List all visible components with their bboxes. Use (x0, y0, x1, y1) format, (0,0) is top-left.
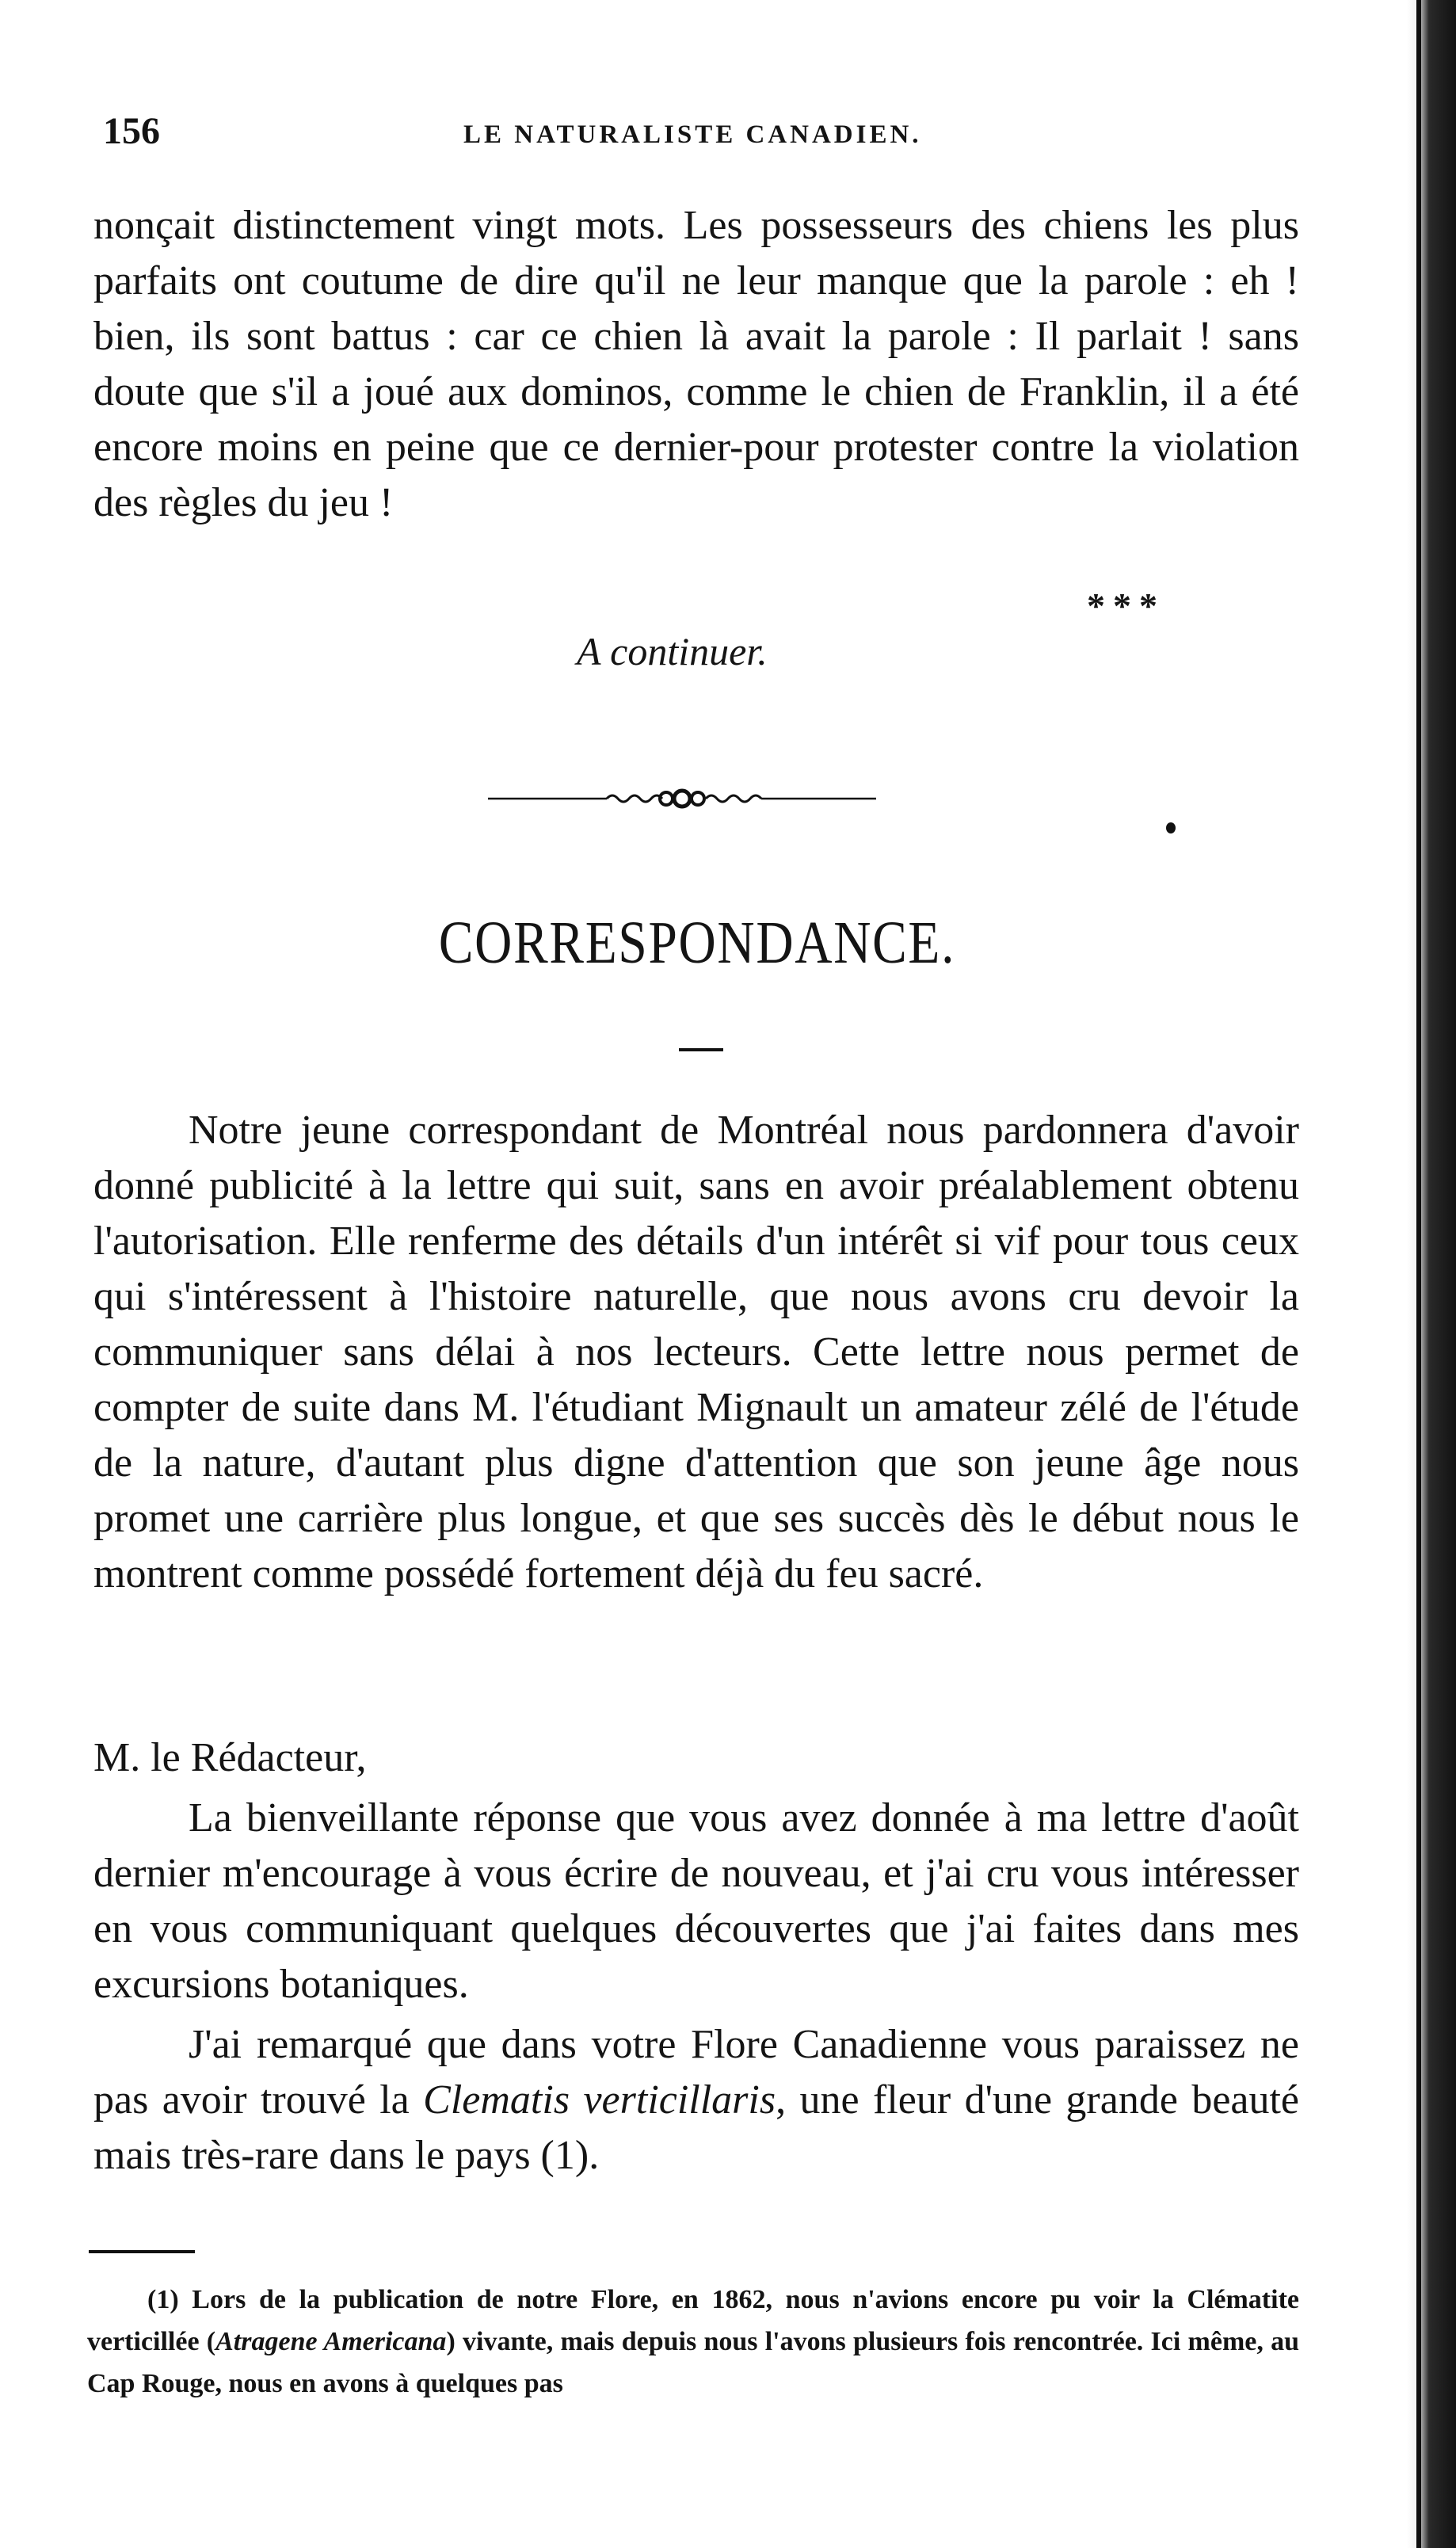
footnote-paragraph (87, 2279, 1299, 2405)
footnote-end: ) vivante, mais depuis nous l'avons plusieurs fois rencontrée. Ici même, au Cap Rouge, nous en avons à quelques pas (87, 2327, 1299, 2398)
continuation-text (93, 198, 1299, 531)
page-edge-shadow (1407, 0, 1456, 2548)
species-name: Clematis verticillaris (423, 2077, 776, 2123)
letter-paragraph-2-start: J'ai remarqué que dans votre Flore Canadienne vous paraissez ne pas avoir trouvé la (93, 2022, 1299, 2123)
page-binding-edge (1416, 0, 1421, 2548)
ink-speck (1166, 822, 1176, 833)
footnote-start: (1) Lors de la publication de notre Flore, en 1862, nous n'avions encore pu voir la Clématite verticillée ( (87, 2285, 1299, 2356)
intro-text (93, 1103, 1299, 1602)
letter-text (93, 1730, 1299, 2184)
footnote (87, 2279, 1299, 2405)
letter-paragraph-1: La bienveillante réponse que vous avez donnée à ma lettre d'août dernier m'encourage à vous écrire de nouveau, et j'ai cru vous intéresser en vous communiquant quelques découvertes que j'ai faites dans mes excursions botaniques. (93, 1795, 1299, 2007)
footnote-species-name: Atragene Americana (215, 2327, 447, 2356)
page-number: 156 (103, 110, 160, 152)
continuation-paragraph: nonçait distinctement vingt mots. Les possesseurs des chiens les plus parfaits ont coutume de dire qu'il ne leur manque que la parole : eh ! bien, ils sont battus : car ce chien là avait la parole : Il parlait ! sans doute que s'il a joué aux dominos, comme le chien de Franklin, il a été encore moins en peine que ce dernier-pour protester contre la violation des règles du jeu ! (93, 203, 1299, 525)
running-title: LE NATURALISTE CANADIEN. (463, 120, 922, 149)
title-rule (679, 1048, 723, 1051)
decorative-divider (488, 781, 876, 816)
letter-salutation: M. le Rédacteur, (93, 1735, 367, 1780)
page-header (103, 109, 1331, 157)
footnote-rule (89, 2250, 195, 2253)
to-continue-note: A continuer. (577, 629, 768, 673)
letter-paragraph-2 (93, 2017, 1299, 2184)
section-stars: *** (1087, 586, 1165, 626)
intro-paragraph: Notre jeune correspondant de Montréal nous pardonnera d'avoir donné publicité à la lettre qui suit, sans en avoir préalablement obtenu l'autorisation. Elle renferme des détails d'un intérêt si vif pour tous ceux qui s'intéressent à l'histoire naturelle, que nous avons cru devoir la communiquer sans délai à nos lecteurs. Cette lettre nous permet de compter de suite dans M. l'étudiant Mignault un amateur zélé de l'étude de la nature, d'autant plus digne d'attention que son jeune âge nous promet une carrière plus longue, et que ses succès dès le début nous le montrent comme possédé fortement déjà du feu sacré. (93, 1108, 1299, 1596)
letter-paragraph-2-end: , une fleur d'une grande beauté mais très-rare dans le pays (1). (93, 2077, 1300, 2178)
section-title: CORRESPONDANCE. (438, 910, 956, 976)
